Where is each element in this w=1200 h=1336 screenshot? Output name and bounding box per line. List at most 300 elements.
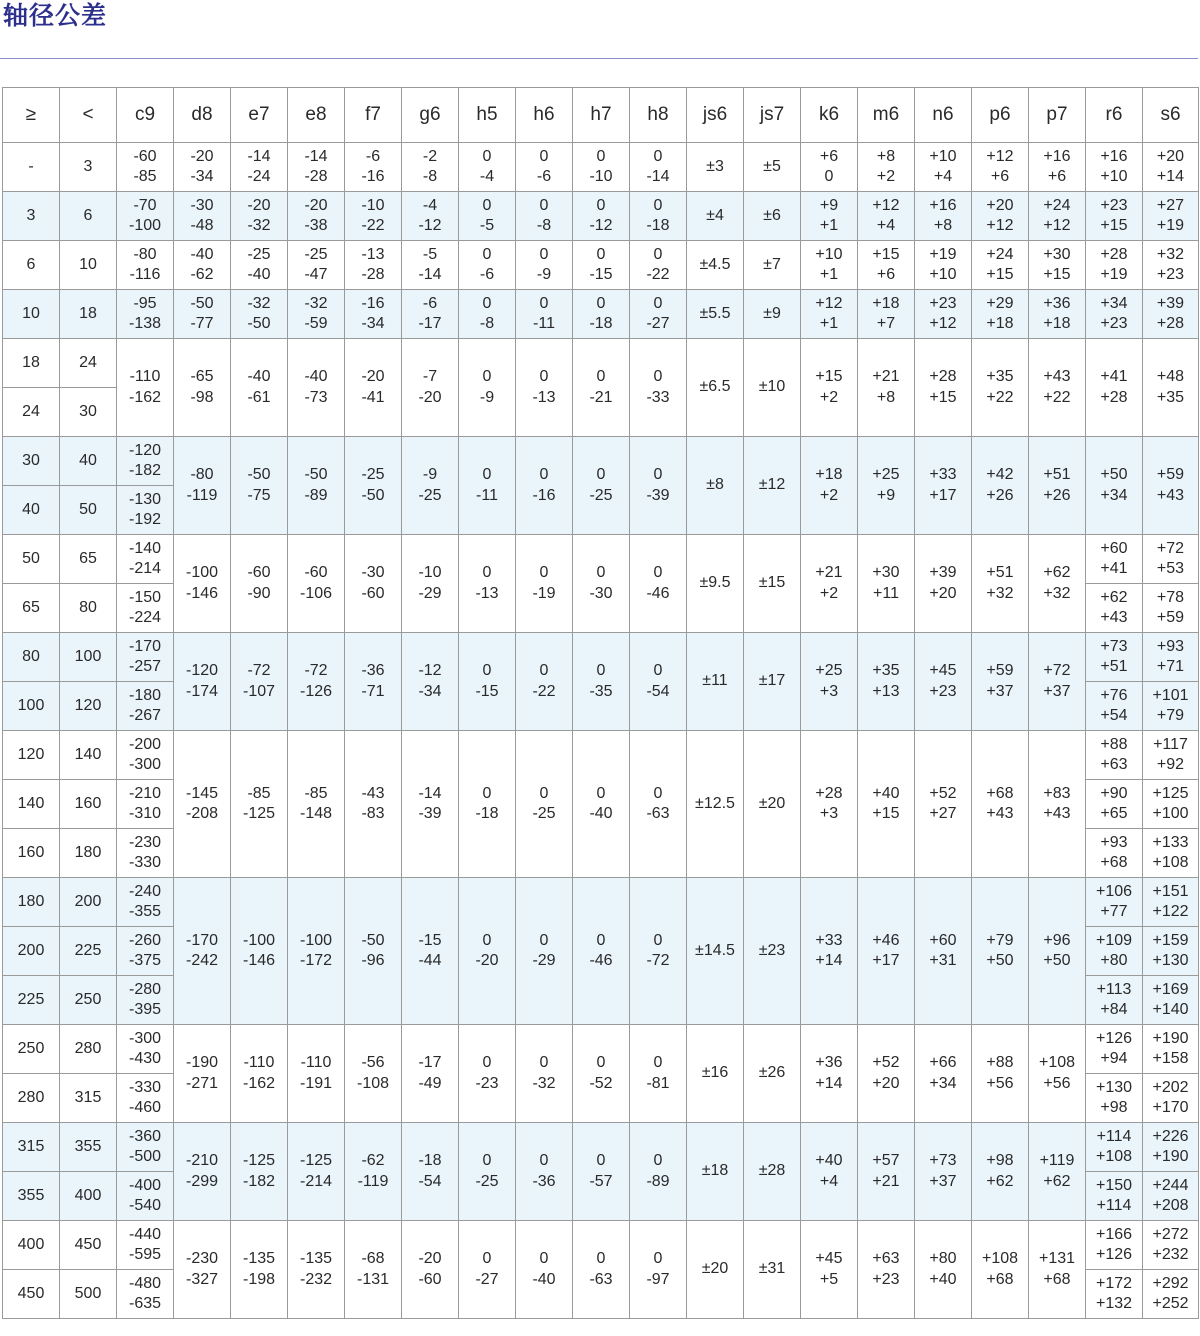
p6-cell	[972, 339, 1029, 437]
js7-cell	[744, 290, 801, 339]
cell-value: +2	[819, 584, 839, 602]
js6-cell	[687, 143, 744, 192]
h5-cell	[459, 1123, 516, 1221]
e8-cell	[288, 241, 345, 290]
n6-cell	[915, 290, 972, 339]
e8-cell	[288, 1025, 345, 1123]
cell-value: -299	[185, 1172, 219, 1190]
cell-value: 0	[596, 1250, 606, 1267]
cell-value: 0	[653, 662, 663, 679]
r6-cell	[1086, 927, 1143, 976]
g6-cell	[402, 1025, 459, 1123]
cell-value: +2	[819, 486, 839, 504]
cell-value: +172	[1095, 1274, 1133, 1292]
e8-cell	[288, 535, 345, 633]
cell-value: +22	[1043, 388, 1071, 406]
h8-cell	[630, 633, 687, 731]
k6-cell	[801, 290, 858, 339]
cell-value: +252	[1152, 1295, 1189, 1312]
cell-value: +114	[1096, 1127, 1132, 1145]
table-row	[3, 1123, 1199, 1172]
cell-value: +23	[872, 1270, 900, 1288]
cell-value: -35	[589, 682, 613, 700]
cell-value: -150	[128, 588, 162, 606]
cell-value: +24	[986, 245, 1014, 263]
cell-value: ±16	[701, 1064, 729, 1082]
h6-cell	[516, 1221, 573, 1319]
n6-cell	[915, 1221, 972, 1319]
cell-value: -22	[532, 682, 556, 700]
m6-cell	[858, 192, 915, 241]
n6-cell	[915, 339, 972, 437]
p7-cell	[1029, 339, 1086, 437]
cell-value: +12	[815, 294, 843, 312]
cell-value: -60	[361, 584, 385, 602]
m6-cell	[858, 1123, 915, 1221]
cell-value: +93	[1100, 833, 1128, 851]
cell-value: -116	[129, 266, 161, 283]
js6-cell	[687, 633, 744, 731]
cell-value: -16	[532, 486, 556, 504]
s6-cell	[1143, 1074, 1199, 1123]
c9-cell	[117, 1172, 174, 1221]
h7-cell	[573, 290, 630, 339]
d8-cell	[174, 878, 231, 1025]
cell-value: +7	[876, 315, 896, 332]
p7-cell	[1029, 1025, 1086, 1123]
js7-cell	[744, 241, 801, 290]
cell-value: 0	[596, 368, 606, 385]
cell-value: +15	[929, 388, 957, 406]
cell-value: ±15	[758, 574, 786, 592]
e7-cell	[231, 437, 288, 535]
cell-value: -34	[361, 315, 385, 332]
cell-value: 0	[653, 294, 663, 312]
cell-value: -460	[128, 1099, 162, 1116]
size-to-cell: 160	[60, 780, 117, 829]
p7-cell	[1029, 143, 1086, 192]
column-header: h7	[573, 88, 630, 143]
cell-value: +56	[986, 1074, 1014, 1092]
cell-value: 0	[653, 931, 663, 949]
r6-cell	[1086, 878, 1143, 927]
column-header: ≥	[3, 88, 60, 143]
s6-cell	[1143, 976, 1199, 1025]
cell-value: +17	[929, 486, 957, 504]
cell-value: -6	[365, 147, 381, 165]
cell-value: -32	[247, 217, 271, 234]
p7-cell	[1029, 192, 1086, 241]
table-row	[3, 241, 1199, 290]
k6-cell	[801, 339, 858, 437]
m6-cell	[858, 241, 915, 290]
p7-cell	[1029, 1221, 1086, 1319]
cell-value: ±12.5	[695, 794, 735, 812]
cell-value: -21	[589, 388, 613, 406]
p6-cell	[972, 241, 1029, 290]
c9-cell	[117, 829, 174, 878]
d8-cell	[174, 1025, 231, 1123]
cell-value: -61	[247, 388, 271, 406]
column-header: n6	[915, 88, 972, 143]
n6-cell	[915, 143, 972, 192]
cell-value: +40	[929, 1270, 957, 1288]
cell-value: -280	[128, 980, 162, 998]
size-from-cell: 250	[3, 1025, 60, 1074]
cell-value: -46	[646, 584, 670, 602]
cell-value: -182	[128, 462, 162, 479]
d8-cell	[174, 290, 231, 339]
cell-value: -10	[361, 196, 385, 214]
cell-value: -36	[361, 662, 385, 679]
cell-value: +62	[1100, 588, 1128, 606]
cell-value: -22	[646, 266, 670, 283]
js7-cell	[744, 731, 801, 878]
cell-value: +62	[1043, 564, 1071, 581]
s6-cell	[1143, 780, 1199, 829]
n6-cell	[915, 192, 972, 241]
cell-value: -4	[479, 168, 495, 185]
c9-cell	[117, 927, 174, 976]
cell-value: +28	[815, 784, 843, 802]
cell-value: +16	[929, 196, 957, 214]
h6-cell	[516, 143, 573, 192]
h7-cell	[573, 339, 630, 437]
c9-cell	[117, 584, 174, 633]
n6-cell	[915, 437, 972, 535]
cell-value: -10	[589, 168, 613, 185]
cell-value: +59	[986, 662, 1014, 679]
cell-value: -210	[128, 784, 162, 802]
cell-value: -41	[361, 388, 385, 406]
cell-value: +5	[819, 1270, 839, 1288]
cell-value: +84	[1100, 1001, 1128, 1018]
cell-value: -30	[190, 196, 214, 214]
k6-cell	[801, 1221, 858, 1319]
e7-cell	[231, 1221, 288, 1319]
cell-value: +108	[1152, 854, 1189, 871]
g6-cell	[402, 339, 459, 437]
m6-cell	[858, 731, 915, 878]
c9-cell	[117, 290, 174, 339]
cell-value: +80	[929, 1250, 957, 1267]
cell-value: -83	[361, 805, 385, 822]
cell-value: +60	[1100, 539, 1128, 557]
h6-cell	[516, 290, 573, 339]
cell-value: +76	[1100, 686, 1128, 704]
cell-value: +6	[990, 168, 1010, 185]
size-to-cell: 400	[60, 1172, 117, 1221]
cell-value: -40	[304, 368, 328, 385]
cell-value: +19	[1100, 266, 1128, 283]
cell-value: +100	[1152, 805, 1189, 822]
cell-value: 0	[653, 1054, 663, 1071]
shaft-tolerance-table	[2, 87, 1199, 1319]
cell-value: +3	[819, 682, 839, 700]
cell-value: +190	[1152, 1029, 1189, 1047]
r6-cell	[1086, 731, 1143, 780]
e8-cell	[288, 290, 345, 339]
cell-value: +79	[1156, 707, 1185, 724]
cell-value: +39	[929, 564, 957, 581]
js7-cell	[744, 1025, 801, 1123]
cell-value: -50	[361, 931, 385, 949]
p6-cell	[972, 1123, 1029, 1221]
cell-value: +51	[1043, 466, 1071, 483]
h8-cell	[630, 339, 687, 437]
cell-value: +10	[1100, 168, 1128, 185]
r6-cell	[1086, 584, 1143, 633]
g6-cell	[402, 731, 459, 878]
c9-cell	[117, 1270, 174, 1319]
cell-value: 0	[596, 196, 606, 214]
cell-value: -192	[128, 511, 162, 528]
r6-cell	[1086, 290, 1143, 339]
cell-value: +226	[1152, 1127, 1189, 1145]
cell-value: -18	[418, 1152, 442, 1169]
n6-cell	[915, 731, 972, 878]
column-header: js6	[687, 88, 744, 143]
cell-value: +36	[815, 1054, 843, 1071]
cell-value: +31	[929, 952, 957, 969]
k6-cell	[801, 241, 858, 290]
cell-value: -20	[361, 368, 385, 385]
cell-value: ±18	[701, 1162, 729, 1180]
h8-cell	[630, 1025, 687, 1123]
cell-value: -40	[247, 266, 271, 283]
k6-cell	[801, 1025, 858, 1123]
d8-cell	[174, 1221, 231, 1319]
cell-value: -360	[128, 1127, 162, 1145]
cell-value: +166	[1095, 1225, 1133, 1243]
cell-value: +33	[929, 466, 957, 483]
k6-cell	[801, 633, 858, 731]
s6-cell	[1143, 1025, 1199, 1074]
cell-value: +52	[929, 784, 957, 802]
cell-value: -271	[185, 1074, 219, 1092]
cell-value: +45	[815, 1250, 843, 1267]
cell-value: +15	[815, 368, 843, 385]
cell-value: -540	[128, 1197, 162, 1214]
cell-value: +35	[986, 368, 1014, 385]
cell-value: -48	[190, 217, 214, 234]
e8-cell	[288, 731, 345, 878]
cell-value: 0	[482, 1152, 492, 1169]
js7-cell	[744, 878, 801, 1025]
header-row	[3, 88, 1199, 143]
h8-cell	[630, 192, 687, 241]
cell-value: -28	[361, 266, 385, 283]
c9-cell	[117, 241, 174, 290]
r6-cell	[1086, 976, 1143, 1025]
js7-cell	[744, 143, 801, 192]
h8-cell	[630, 1221, 687, 1319]
cell-value: -107	[242, 682, 276, 700]
page-title: 轴径公差	[3, 1, 108, 30]
cell-value: 0	[539, 294, 549, 312]
cell-value: +51	[1100, 658, 1128, 675]
cell-value: -330	[128, 854, 162, 871]
cell-value: -40	[190, 245, 214, 263]
e7-cell	[231, 241, 288, 290]
cell-value: -17	[418, 1054, 442, 1071]
s6-cell	[1143, 192, 1199, 241]
cell-value: +14	[815, 1074, 843, 1092]
r6-cell	[1086, 1074, 1143, 1123]
cell-value: +9	[819, 196, 839, 214]
cell-value: +4	[819, 1172, 839, 1190]
cell-value: 0	[482, 147, 492, 165]
cell-value: 0	[653, 564, 663, 581]
cell-value: +34	[929, 1074, 957, 1092]
cell-value: -63	[589, 1270, 613, 1288]
size-from-cell: 180	[3, 878, 60, 927]
e8-cell	[288, 437, 345, 535]
cell-value: +72	[1043, 662, 1071, 679]
cell-value: 0	[539, 564, 549, 581]
cell-value: 0	[596, 466, 606, 483]
cell-value: +28	[1100, 245, 1128, 263]
cell-value: -72	[304, 662, 328, 679]
cell-value: -100	[185, 564, 219, 581]
s6-cell	[1143, 731, 1199, 780]
cell-value: -126	[299, 682, 333, 700]
column-header: k6	[801, 88, 858, 143]
c9-cell	[117, 437, 174, 486]
cell-value: -480	[128, 1274, 162, 1292]
cell-value: -32	[247, 294, 271, 312]
g6-cell	[402, 241, 459, 290]
m6-cell	[858, 1025, 915, 1123]
cell-value: -16	[361, 168, 385, 185]
p7-cell	[1029, 437, 1086, 535]
e7-cell	[231, 878, 288, 1025]
cell-value: 0	[482, 368, 492, 385]
cell-value: +17	[872, 952, 900, 969]
r6-cell	[1086, 1270, 1143, 1319]
cell-value: 0	[539, 784, 549, 802]
cell-value: -13	[475, 584, 499, 602]
cell-value: -14	[418, 266, 442, 283]
e7-cell	[231, 633, 288, 731]
cell-value: -9	[422, 466, 438, 483]
cell-value: -49	[418, 1074, 442, 1092]
cell-value: +22	[986, 388, 1014, 406]
cell-value: -2	[422, 147, 438, 165]
cell-value: +21	[872, 368, 900, 385]
cell-value: -15	[418, 931, 442, 949]
cell-value: +170	[1152, 1099, 1189, 1116]
cell-value: 0	[653, 196, 663, 214]
cell-value: 0	[596, 1054, 606, 1071]
cell-value: -11	[476, 486, 498, 504]
column-header: h6	[516, 88, 573, 143]
size-to-cell: 315	[60, 1074, 117, 1123]
cell-value: +23	[1156, 266, 1185, 283]
table-row	[3, 192, 1199, 241]
cell-value: +12	[986, 217, 1014, 234]
cell-value: -16	[361, 294, 385, 312]
h5-cell	[459, 192, 516, 241]
js7-cell	[744, 633, 801, 731]
e8-cell	[288, 192, 345, 241]
cell-value: -15	[475, 682, 499, 700]
cell-value: -77	[190, 315, 214, 332]
s6-cell	[1143, 878, 1199, 927]
cell-value: -43	[361, 784, 385, 802]
r6-cell	[1086, 339, 1143, 437]
f7-cell	[345, 1025, 402, 1123]
cell-value: -60	[418, 1270, 442, 1288]
cell-value: -20	[475, 952, 499, 969]
h6-cell	[516, 192, 573, 241]
cell-value: 0	[539, 1250, 549, 1267]
cell-value: -80	[133, 245, 157, 263]
r6-cell	[1086, 535, 1143, 584]
n6-cell	[915, 633, 972, 731]
cell-value: +28	[1100, 388, 1128, 406]
g6-cell	[402, 1221, 459, 1319]
cell-value: -148	[299, 805, 333, 822]
cell-value: -6	[479, 266, 495, 283]
e8-cell	[288, 1221, 345, 1319]
f7-cell	[345, 878, 402, 1025]
size-from-cell: 315	[3, 1123, 60, 1172]
column-header: h5	[459, 88, 516, 143]
cell-value: -68	[361, 1250, 385, 1267]
cell-value: +6	[1047, 168, 1067, 185]
cell-value: -191	[299, 1074, 333, 1092]
e7-cell	[231, 143, 288, 192]
cell-value: -190	[185, 1054, 219, 1071]
cell-value: +2	[819, 388, 839, 406]
p6-cell	[972, 437, 1029, 535]
cell-value: -174	[185, 682, 219, 700]
n6-cell	[915, 878, 972, 1025]
cell-value: 0	[482, 1250, 492, 1267]
cell-value: +62	[986, 1172, 1014, 1190]
cell-value: +52	[872, 1054, 900, 1071]
cell-value: -145	[185, 784, 219, 802]
cell-value: -20	[304, 196, 328, 214]
cell-value: +29	[986, 294, 1014, 312]
cell-value: 0	[482, 466, 492, 483]
cell-value: +119	[1039, 1152, 1075, 1169]
h5-cell	[459, 633, 516, 731]
cell-value: 0	[596, 1152, 606, 1169]
cell-value: +244	[1152, 1176, 1189, 1194]
cell-value: -106	[299, 584, 333, 602]
js7-cell	[744, 192, 801, 241]
cell-value: +2	[876, 168, 896, 185]
cell-value: +15	[1100, 217, 1128, 234]
cell-value: +10	[815, 245, 843, 263]
c9-cell	[117, 976, 174, 1025]
cell-value: +71	[1156, 658, 1185, 675]
h8-cell	[630, 1123, 687, 1221]
size-to-cell: 24	[60, 339, 117, 388]
s6-cell	[1143, 241, 1199, 290]
c9-cell	[117, 633, 174, 682]
cell-value: +21	[815, 564, 843, 581]
cell-value: -355	[128, 903, 162, 920]
d8-cell	[174, 192, 231, 241]
n6-cell	[915, 241, 972, 290]
cell-value: -71	[361, 682, 385, 700]
cell-value: -25	[418, 486, 442, 504]
cell-value: -162	[242, 1074, 276, 1092]
cell-value: +43	[986, 805, 1014, 822]
